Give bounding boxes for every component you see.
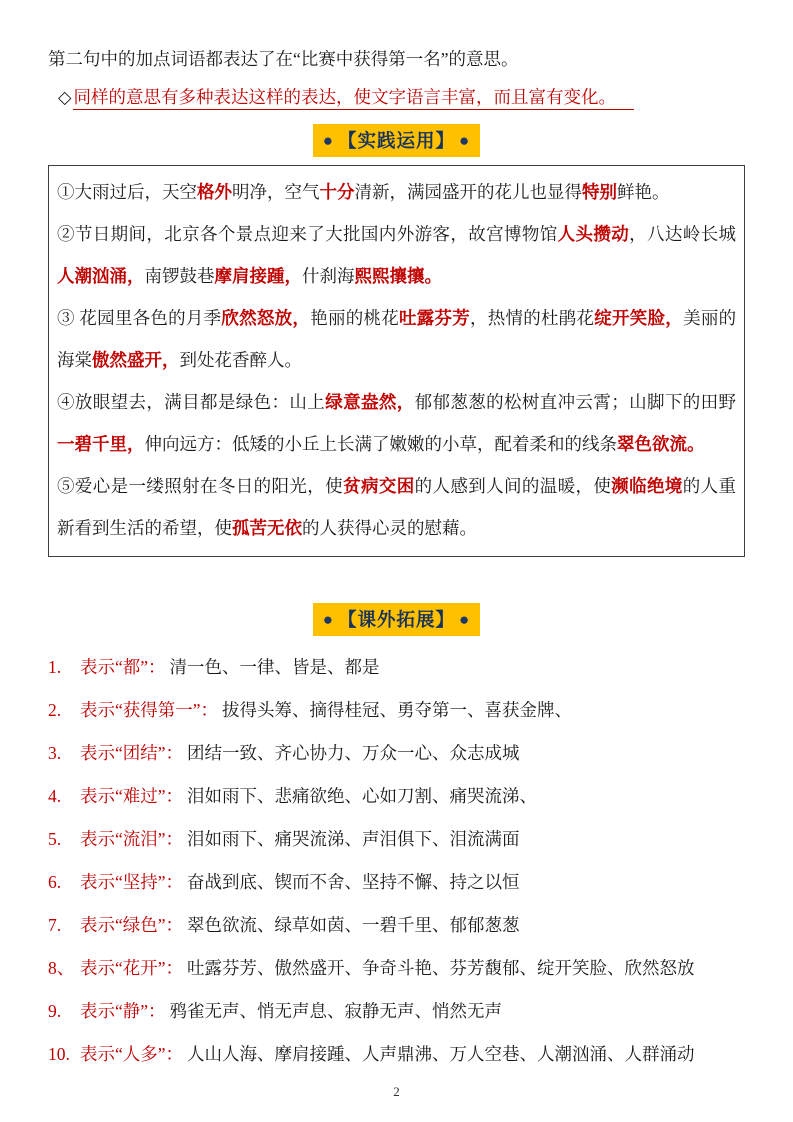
text-segment: 的人感到人间的温暖，使	[414, 476, 612, 496]
item-number: 3.	[48, 743, 62, 763]
item-label: 表示“获得第一”：	[80, 700, 219, 720]
item-label: 表示“流泪”：	[80, 829, 184, 849]
highlighted-term: 孤苦无依	[232, 518, 302, 538]
section-header-practice	[313, 124, 481, 157]
item-content: 拔得头筹、摘得桂冠、勇夺第一、喜获金牌、	[222, 700, 573, 720]
practice-header-row	[48, 124, 745, 157]
item-label: 表示“人多”：	[80, 1044, 184, 1064]
expansion-list-item	[48, 646, 745, 689]
text-segment: ①大雨过后，天空	[57, 182, 197, 202]
item-label: 表示“静”：	[80, 1001, 166, 1021]
item-content: 鸦雀无声、悄无声息、寂静无声、悄然无声	[169, 1001, 503, 1021]
highlighted-term: 欣然怒放，	[221, 308, 311, 328]
item-content: 泪如雨下、痛哭流涕、声泪俱下、泪流满面	[187, 829, 520, 849]
text-segment: 的人获得心灵的慰藉。	[302, 518, 477, 538]
expansion-header-row	[48, 603, 745, 636]
text-segment: 艳丽的桃花	[310, 308, 399, 328]
item-number: 2.	[48, 700, 62, 720]
text-segment: 鲜艳。	[617, 182, 670, 202]
item-content: 清一色、一律、皆是、都是	[169, 657, 380, 677]
item-number: 9.	[48, 1001, 62, 1021]
practice-box	[48, 165, 745, 557]
diamond-bullet: ◇	[58, 87, 72, 107]
item-label: 表示“难过”：	[80, 786, 184, 806]
highlighted-term: 翠色欲流。	[617, 434, 705, 454]
expansion-list-item	[48, 990, 745, 1033]
text-segment: ，热情的杜鹃花	[470, 308, 595, 328]
intro-sentence: 第二句中的加点词语都表达了在“比赛中获得第一名”的意思。	[48, 49, 519, 69]
circle-bullet-icon: ●	[322, 610, 334, 629]
item-content: 人山人海、摩肩接踵、人声鼎沸、万人空巷、人潮汹涌、人群涌动	[187, 1044, 695, 1064]
note-line	[48, 84, 745, 110]
highlighted-term: 人头攒动	[557, 224, 630, 244]
highlighted-term: 人潮汹涌，	[57, 266, 145, 286]
text-segment: ③ 花园里各色的月季	[57, 308, 222, 328]
expansion-list	[48, 646, 745, 1076]
highlighted-term: 特别	[582, 182, 617, 202]
item-number: 5.	[48, 829, 62, 849]
highlighted-term: 绿意盎然，	[325, 392, 415, 412]
highlighted-term: 一碧千里，	[57, 434, 145, 454]
item-content: 泪如雨下、悲痛欲绝、心如刀割、痛哭流涕、	[187, 786, 538, 806]
expansion-list-item	[48, 947, 745, 990]
item-content: 奋战到底、锲而不舍、坚持不懈、持之以恒	[187, 872, 520, 892]
practice-item-3	[57, 297, 736, 381]
expansion-list-item	[48, 689, 745, 732]
highlighted-term: 濒临绝境	[611, 476, 683, 496]
item-label: 表示“绿色”：	[80, 915, 184, 935]
item-label: 表示“团结”：	[80, 743, 184, 763]
item-number: 7.	[48, 915, 62, 935]
practice-item-2	[57, 213, 736, 297]
expansion-list-item	[48, 861, 745, 904]
expansion-list-item	[48, 818, 745, 861]
section-header-expansion	[313, 603, 481, 636]
text-segment: 美丽的海棠	[57, 308, 737, 370]
text-segment: 清新，满园盛开的花儿也显得	[354, 182, 582, 202]
text-segment: ⑤爱心是一缕照射在冬日的阳光，使	[57, 476, 344, 496]
highlighted-term: 摩肩接踵，	[214, 266, 302, 286]
highlighted-term: 格外	[197, 182, 232, 202]
circle-bullet-icon: ●	[459, 131, 471, 150]
note-underlined-text: 同样的意思有多种表达这样的表达，使文字语言丰富，而且富有变化。	[73, 87, 634, 110]
text-segment: 伸向远方：低矮的小丘上长满了嫩嫩的小草，配着柔和的线条	[144, 434, 617, 454]
item-number: 4.	[48, 786, 62, 806]
item-number: 6.	[48, 872, 62, 892]
highlighted-term: 熙熙攘攘。	[354, 266, 442, 286]
highlighted-term: 贫病交困	[343, 476, 415, 496]
circle-bullet-icon: ●	[322, 131, 334, 150]
highlighted-term: 傲然盛开，	[92, 350, 180, 370]
section-title-practice: 【实践运用】	[337, 132, 455, 152]
item-label: 表示“都”：	[80, 657, 166, 677]
practice-item-5	[57, 465, 736, 549]
text-segment: 的人重 新看到生活的希望，使	[57, 476, 737, 538]
page-number: 2	[393, 1084, 400, 1099]
expansion-list-item	[48, 732, 745, 775]
highlighted-term: 吐露芬芳	[398, 308, 470, 328]
item-content: 翠色欲流、绿草如茵、一碧千里、郁郁葱葱	[187, 915, 520, 935]
item-number: 1.	[48, 657, 62, 677]
text-segment: 什刹海	[302, 266, 355, 286]
item-number: 10.	[48, 1044, 70, 1064]
highlighted-term: 绽开笑脸，	[594, 308, 684, 328]
text-segment: 到处花香醉人。	[179, 350, 302, 370]
text-segment: 明净，空气	[232, 182, 320, 202]
item-number: 8、	[48, 958, 75, 978]
highlighted-term: 十分	[319, 182, 355, 202]
expansion-list-item	[48, 1033, 745, 1076]
item-label: 表示“坚持”：	[80, 872, 184, 892]
item-content: 吐露芬芳、傲然盛开、争奇斗艳、芬芳馥郁、绽开笑脸、欣然怒放	[187, 958, 695, 978]
practice-item-1	[57, 171, 736, 213]
text-segment: ，八达岭长城	[629, 224, 737, 244]
expansion-list-item	[48, 904, 745, 947]
text-segment: 南锣鼓巷	[144, 266, 215, 286]
text-segment: ②节日期间，北京各个景点迎来了大批国内外游客，故宫博物馆	[57, 224, 558, 244]
circle-bullet-icon: ●	[459, 610, 471, 629]
text-segment: 郁郁葱葱的松树直冲云霄；山脚下的田野	[414, 392, 737, 412]
item-label: 表示“花开”：	[80, 958, 184, 978]
section-title-expansion: 【课外拓展】	[337, 611, 455, 631]
text-segment: ④放眼望去，满目都是绿色：山上	[57, 392, 326, 412]
expansion-list-item	[48, 775, 745, 818]
item-content: 团结一致、齐心协力、万众一心、众志成城	[187, 743, 520, 763]
practice-item-4	[57, 381, 736, 465]
